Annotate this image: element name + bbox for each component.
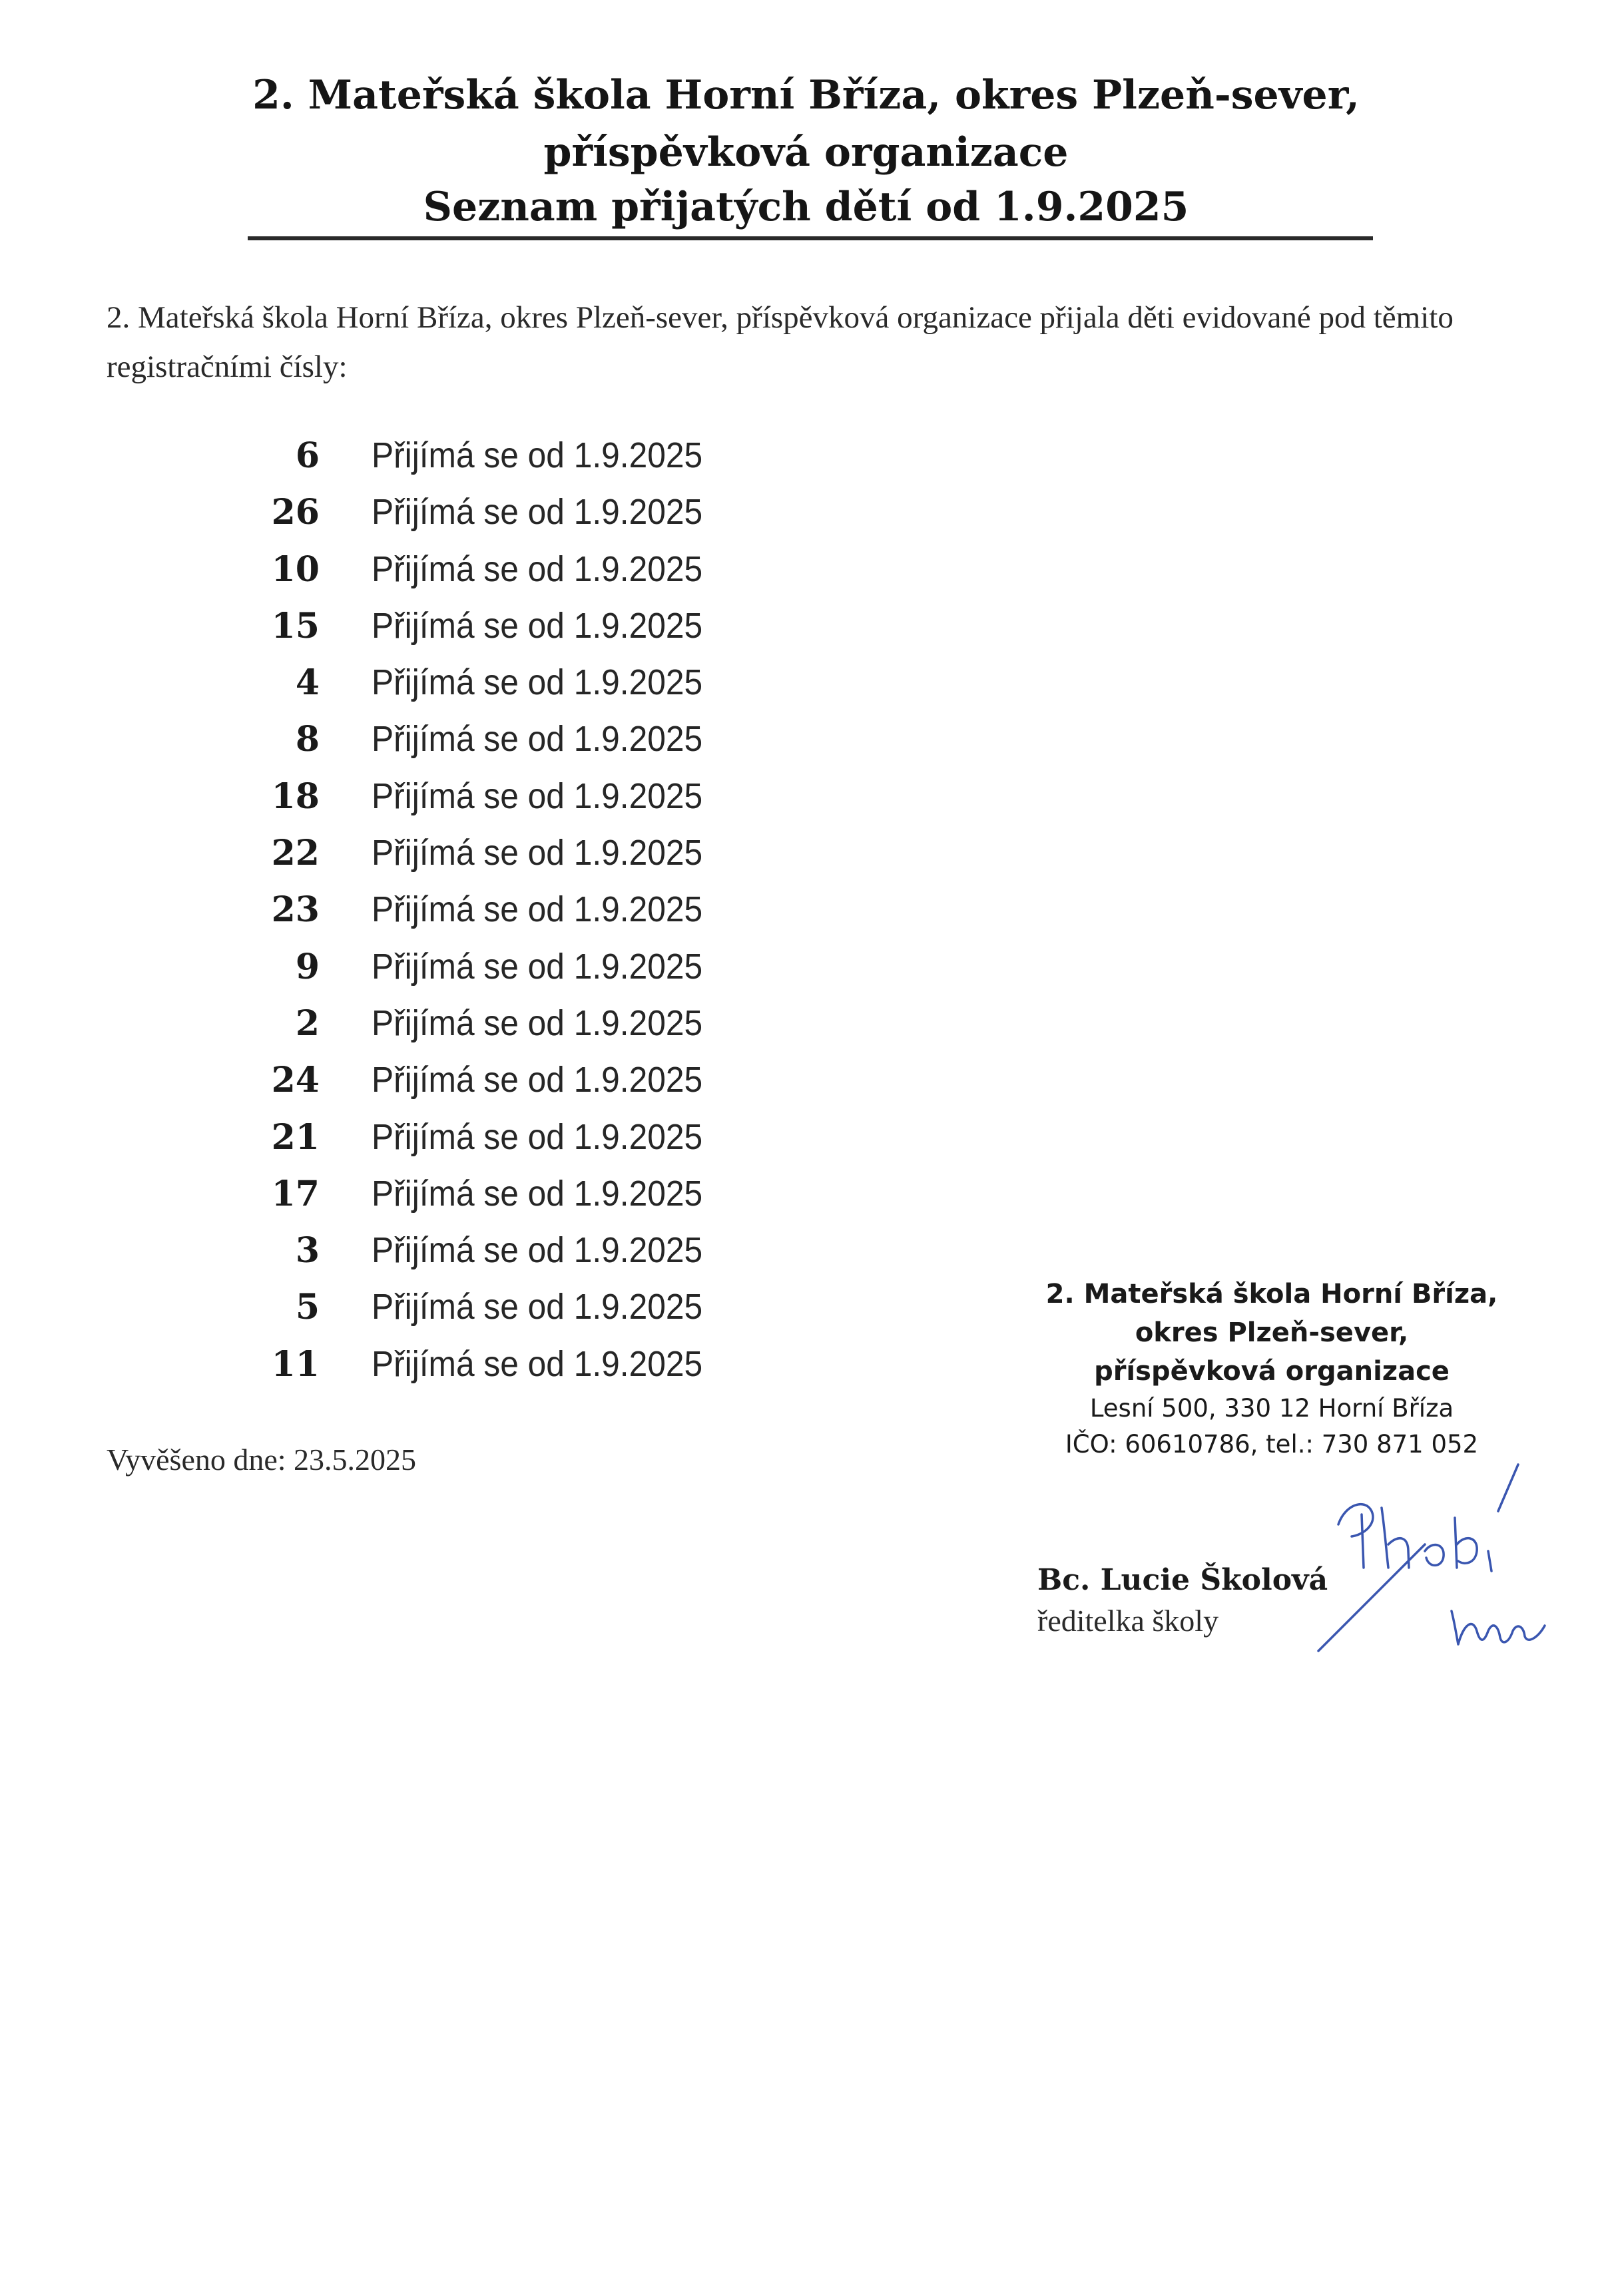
signer-role: ředitelka školy xyxy=(1037,1604,1219,1638)
registration-number: 24 xyxy=(271,1060,320,1101)
list-item xyxy=(200,1052,866,1108)
list-item xyxy=(200,711,866,768)
admission-status: Přijímá se od 1.9.2025 xyxy=(372,1060,703,1100)
list-item xyxy=(200,1279,866,1335)
handwritten-signature xyxy=(1298,1451,1585,1664)
admission-status: Přijímá se od 1.9.2025 xyxy=(372,1287,703,1327)
admission-status: Přijímá se od 1.9.2025 xyxy=(372,833,703,873)
list-item xyxy=(200,1109,866,1166)
page-title: Seznam přijatých dětí od 1.9.2025 xyxy=(423,184,1189,230)
admission-status: Přijímá se od 1.9.2025 xyxy=(372,889,703,930)
admission-status: Přijímá se od 1.9.2025 xyxy=(372,605,703,646)
list-item xyxy=(200,654,866,711)
header-divider xyxy=(248,236,1373,240)
admission-status: Přijímá se od 1.9.2025 xyxy=(372,776,703,816)
intro-paragraph: 2. Mateřská škola Horní Bříza, okres Plzeň-sever, příspěvková organizace přijala děti evidované pod těmito registračními čísly: xyxy=(107,300,1454,384)
stamp-id-phone: IČO: 60610786, tel.: 730 871 052 xyxy=(1065,1430,1479,1459)
stamp-line-3: příspěvková organizace xyxy=(1094,1356,1450,1387)
stamp-line-1: 2. Mateřská škola Horní Bříza, xyxy=(1045,1279,1498,1309)
registration-number: 10 xyxy=(271,549,320,590)
admission-status: Přijímá se od 1.9.2025 xyxy=(372,719,703,760)
list-item xyxy=(200,768,866,825)
admission-status: Přijímá se od 1.9.2025 xyxy=(372,1230,703,1271)
admission-status: Přijímá se od 1.9.2025 xyxy=(372,946,703,987)
registration-number: 9 xyxy=(295,946,320,987)
admission-status: Přijímá se od 1.9.2025 xyxy=(372,435,703,475)
stamp-address: Lesní 500, 330 12 Horní Bříza xyxy=(1089,1394,1454,1423)
admission-list xyxy=(200,427,866,1393)
registration-number: 26 xyxy=(271,492,320,533)
registration-number: 21 xyxy=(271,1116,320,1158)
registration-number: 22 xyxy=(271,833,320,874)
stamp-line-2: okres Plzeň-sever, xyxy=(1135,1317,1409,1348)
registration-number: 3 xyxy=(295,1230,320,1271)
admission-status: Přijímá se od 1.9.2025 xyxy=(372,1003,703,1043)
header-line-2: příspěvková organizace xyxy=(543,129,1069,176)
school-stamp xyxy=(1025,1275,1518,1463)
registration-number: 4 xyxy=(295,662,320,704)
admission-status: Přijímá se od 1.9.2025 xyxy=(372,1173,703,1214)
list-item xyxy=(200,1222,866,1279)
list-item xyxy=(200,995,866,1052)
registration-number: 23 xyxy=(271,889,320,931)
admission-status: Přijímá se od 1.9.2025 xyxy=(372,549,703,589)
list-item xyxy=(200,541,866,598)
admission-status: Přijímá se od 1.9.2025 xyxy=(372,662,703,703)
admission-status: Přijímá se od 1.9.2025 xyxy=(372,492,703,533)
posted-date: Vyvěšeno dne: 23.5.2025 xyxy=(107,1443,417,1477)
list-item xyxy=(200,598,866,654)
registration-number: 15 xyxy=(271,605,320,646)
registration-number: 5 xyxy=(295,1287,320,1328)
list-item xyxy=(200,881,866,938)
list-item xyxy=(200,825,866,881)
header-line-1: 2. Mateřská škola Horní Bříza, okres Plzeň-sever, xyxy=(252,72,1360,118)
list-item xyxy=(200,939,866,995)
registration-number: 18 xyxy=(271,776,320,817)
registration-number: 17 xyxy=(271,1173,320,1214)
signer-name: Bc. Lucie Školová xyxy=(1037,1563,1328,1597)
registration-number: 2 xyxy=(295,1003,320,1044)
registration-number: 11 xyxy=(271,1343,320,1385)
list-item xyxy=(200,1166,866,1222)
registration-number: 6 xyxy=(295,435,320,476)
list-item xyxy=(200,427,866,484)
admission-status: Přijímá se od 1.9.2025 xyxy=(372,1116,703,1157)
list-item xyxy=(200,484,866,541)
admission-status: Přijímá se od 1.9.2025 xyxy=(372,1343,703,1384)
registration-number: 8 xyxy=(295,719,320,760)
list-item xyxy=(200,1336,866,1393)
